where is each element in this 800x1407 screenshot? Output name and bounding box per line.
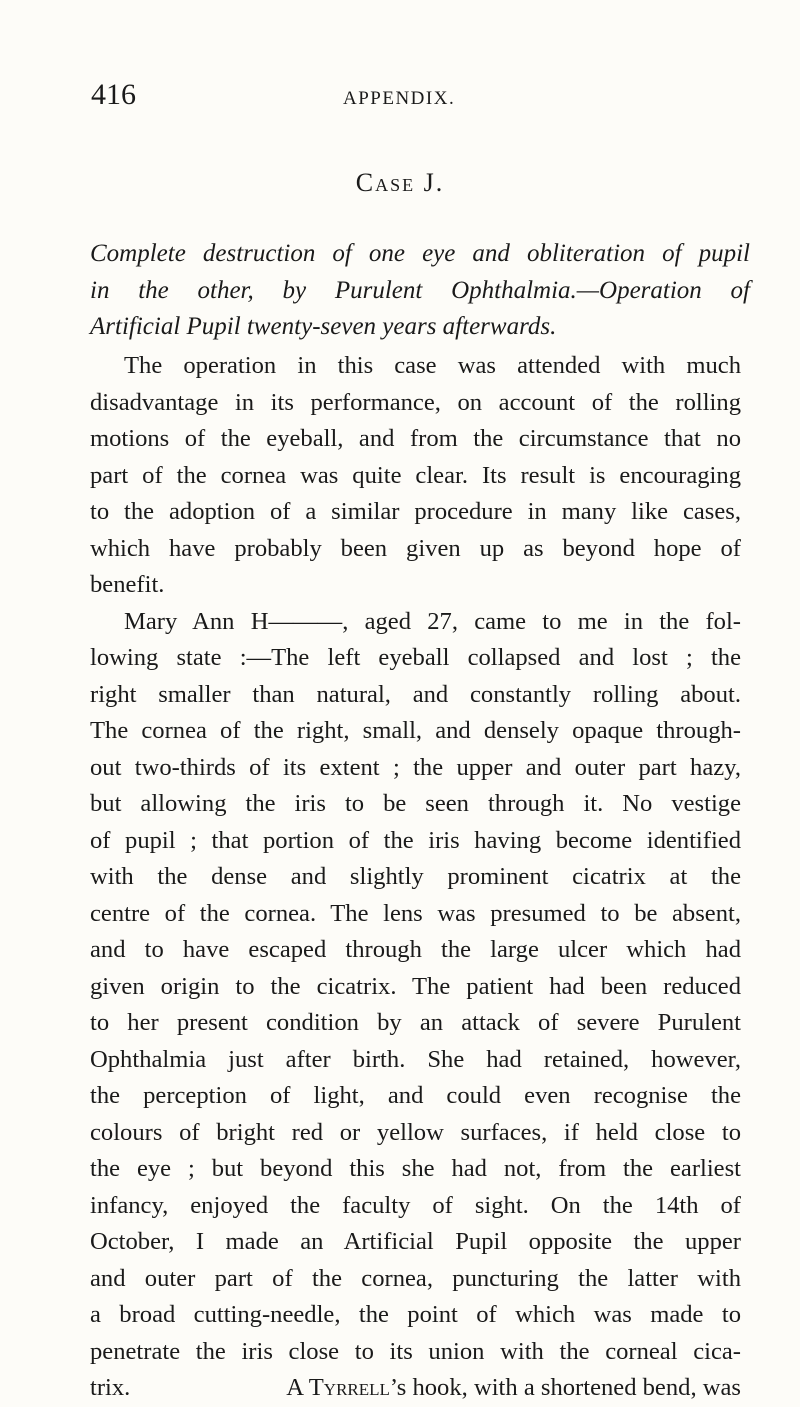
- line-start: trix.: [90, 1374, 131, 1401]
- paragraph-line: of pupil ; that portion of the iris having become identified: [90, 826, 741, 854]
- paragraph-line: the eye ; but beyond this she had not, from the earliest: [90, 1155, 741, 1182]
- running-head: APPENDIX.: [343, 88, 456, 109]
- paragraph-line-final: [90, 1370, 741, 1407]
- paragraph-line: October, I made an Artificial Pupil opposite the upper: [90, 1228, 741, 1255]
- author-name: Tyrrell: [308, 1374, 390, 1401]
- paragraph-line: to the adoption of a similar procedure in many like cases,: [90, 498, 741, 525]
- paragraph-line: right smaller than natural, and constantly rolling about.: [90, 680, 741, 708]
- paragraph-line: given origin to the cicatrix. The patient had been reduced: [90, 972, 741, 1000]
- paragraph-line: lowing state :—The left eyeball collapsed and lost ; the: [90, 644, 741, 671]
- paragraph-line: which have probably been given up as beyond hope of: [90, 534, 741, 562]
- paragraph-line: with the dense and slightly prominent cicatrix at the: [90, 863, 741, 890]
- paragraph-line: The cornea of the right, small, and densely opaque through-: [90, 717, 741, 744]
- paragraph-line: part of the cornea was quite clear. Its result is encouraging: [90, 461, 741, 489]
- paragraph-line: the perception of light, and could even recognise the: [90, 1082, 741, 1109]
- paragraph-line: penetrate the iris close to its union with the corneal cica-: [90, 1337, 741, 1365]
- subtitle-line: Complete destruction of one eye and obliteration of pupil: [90, 240, 750, 267]
- line-end: [286, 1370, 741, 1407]
- paragraph-line: to her present condition by an attack of severe Purulent: [90, 1009, 741, 1036]
- paragraph-line: but allowing the iris to be seen through it. No vestige: [90, 790, 741, 817]
- paragraph-line: and to have escaped through the large ulcer which had: [90, 936, 741, 963]
- page-header: [91, 78, 731, 118]
- subtitle-line: Artificial Pupil twenty-seven years afterwards.: [90, 313, 557, 340]
- paragraph-line: a broad cutting-needle, the point of which was made to: [90, 1301, 741, 1328]
- page-number: 416: [91, 78, 136, 111]
- paragraph-line: infancy, enjoyed the faculty of sight. On the 14th of: [90, 1191, 741, 1219]
- paragraph-line: Ophthalmia just after birth. She had retained, however,: [90, 1045, 741, 1073]
- paragraph-line: centre of the cornea. The lens was presumed to be absent,: [90, 899, 741, 927]
- line-end-after: ’s hook, with a shortened bend, was: [389, 1374, 741, 1401]
- paragraph-line: Mary Ann H———, aged 27, came to me in the fol-: [124, 607, 741, 635]
- paragraph-line: colours of bright red or yellow surfaces, if held close to: [90, 1118, 741, 1146]
- paragraph-line: benefit.: [90, 571, 165, 598]
- subtitle-line: in the other, by Purulent Ophthalmia.—Operation of: [90, 276, 750, 304]
- paragraph-line: The operation in this case was attended with much: [124, 352, 741, 379]
- paragraph-line: motions of the eyeball, and from the circumstance that no: [90, 425, 741, 452]
- paragraph-line: out two-thirds of its extent ; the upper and outer part hazy,: [90, 753, 741, 781]
- paragraph-line: disadvantage in its performance, on account of the rolling: [90, 388, 741, 416]
- case-subtitle: [90, 236, 750, 346]
- case-title: Case J.: [355, 168, 445, 197]
- paragraph-line: and outer part of the cornea, puncturing the latter with: [90, 1264, 741, 1292]
- body-text: [90, 348, 741, 1407]
- line-end-before: A: [286, 1374, 309, 1401]
